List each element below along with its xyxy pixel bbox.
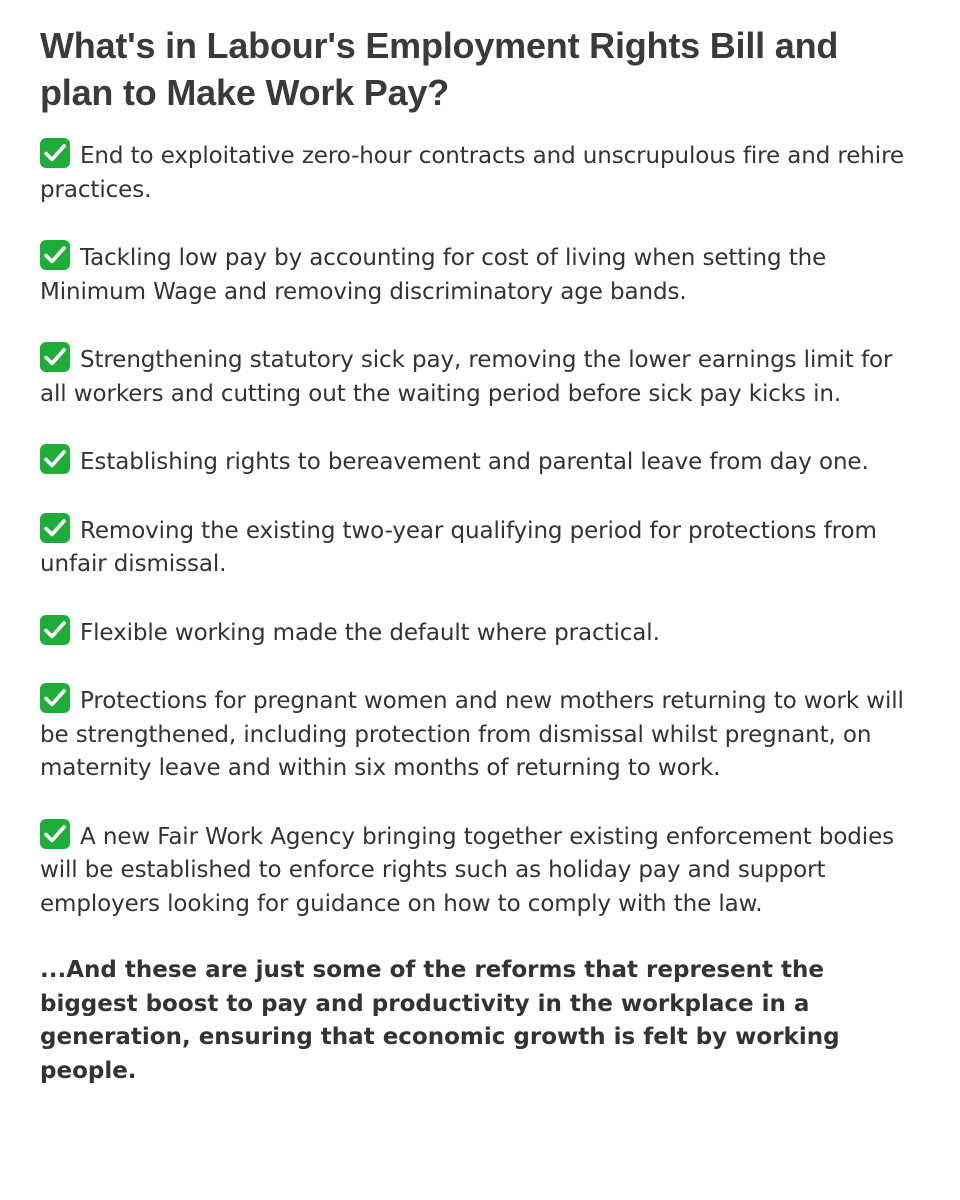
document-page [40,22,920,1088]
list-item [40,615,920,651]
item-text: End to exploitative zero-hour contracts and unscrupulous fire and rehire practices. [40,143,904,203]
list-item [40,683,920,786]
check-mark-icon [40,615,70,645]
list-item [40,444,920,480]
list-item [40,342,920,411]
check-mark-icon [40,683,70,713]
list-item [40,513,920,582]
check-mark-icon [40,444,70,474]
check-mark-icon [40,342,70,372]
check-mark-icon [40,819,70,849]
item-text: A new Fair Work Agency bringing together existing enforcement bodies will be established to enforce rights such as holiday pay and support employers looking for guidance on how to comply with the law. [40,823,895,917]
list-item [40,138,920,207]
item-text: Establishing rights to bereavement and parental leave from day one. [80,449,869,475]
closing-paragraph: ...And these are just some of the reforms that represent the biggest boost to pay and productivity in the workplace in a generation, ensuring that economic growth is felt by working people. [40,957,840,1084]
page-title: What's in Labour's Employment Rights Bill and plan to Make Work Pay? [40,25,839,113]
item-text: Removing the existing two-year qualifying period for protections from unfair dismissal. [40,517,877,577]
list-item [40,240,920,309]
item-text: Flexible working made the default where practical. [80,619,660,646]
list-item [40,819,920,922]
check-mark-icon [40,513,70,543]
item-text: Protections for pregnant women and new mothers returning to work will be strengthened, including protection from dismissal whilst pregnant, on maternity leave and within six months of returning to work. [40,688,904,781]
item-text: Strengthening statutory sick pay, removing the lower earnings limit for all workers and cutting out the waiting period before sick pay kicks in. [40,347,893,407]
item-text: Tackling low pay by accounting for cost of living when setting the Minimum Wage and removing discriminatory age bands. [40,245,827,305]
check-mark-icon [40,240,70,270]
check-mark-icon [40,138,70,168]
